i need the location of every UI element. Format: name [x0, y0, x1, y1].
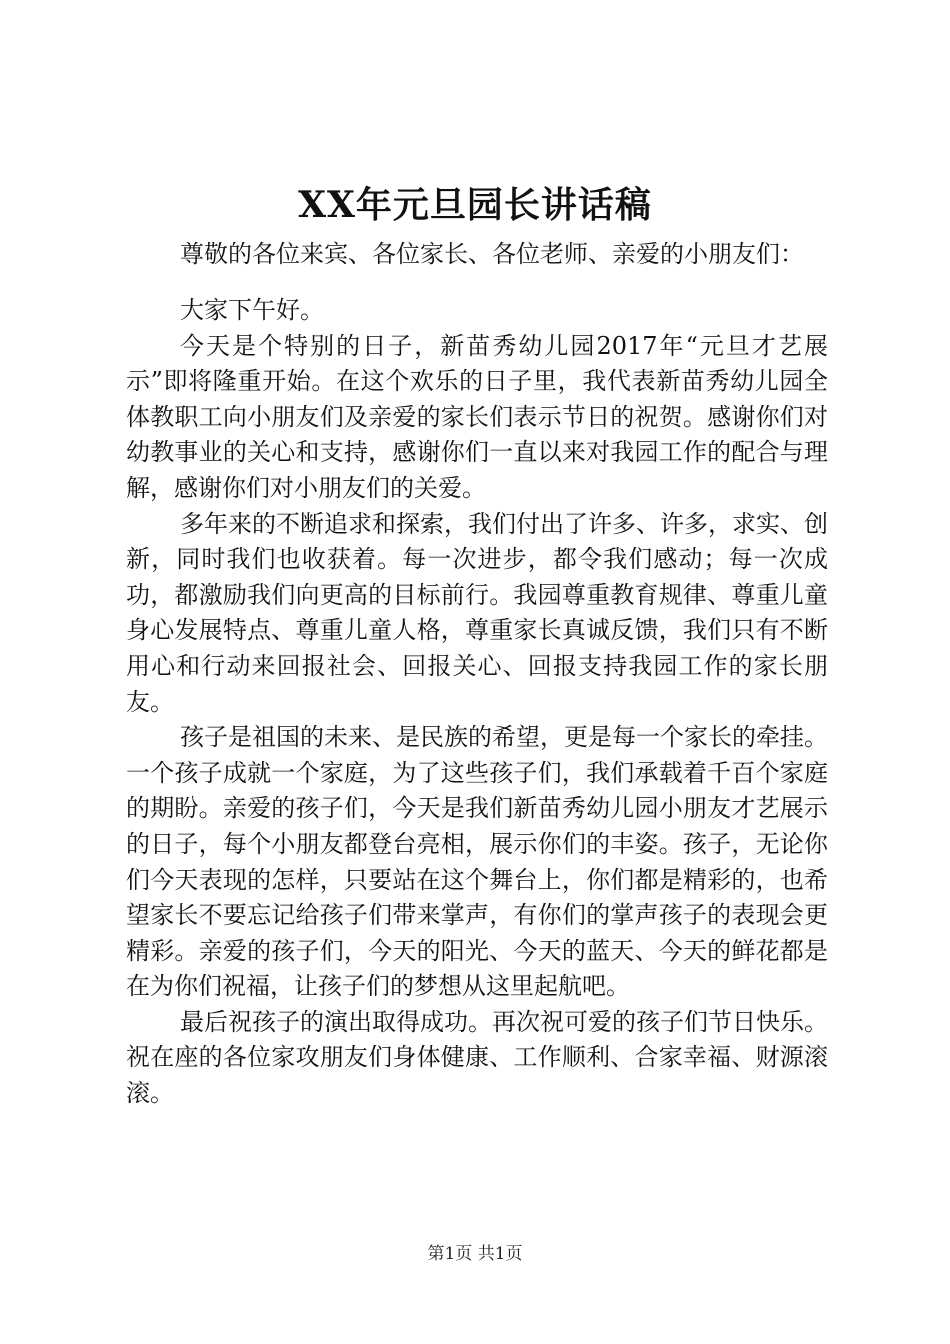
paragraph-2: 多年来的不断追求和探索，我们付出了许多、许多，求实、创新，同时我们也收获着。每一次进步，都令我们感动；每一次成功，都激励我们向更高的目标前行。我园尊重教育规律、尊重儿童身心发展特点、尊重儿童人格，尊重家长真诚反馈，我们只有不断用心和行动来回报社会、回报关心、回报支持我园工作的家长朋友。 — [126, 509, 828, 716]
salutation: 尊敬的各位来宾、各位家长、各位老师、亲爱的小朋友们： — [180, 240, 804, 268]
greeting: 大家下午好。 — [180, 296, 324, 324]
page-footer: 第1页 共1页 — [427, 1244, 523, 1264]
document-title: XX年元旦园长讲话稿 — [298, 184, 652, 226]
paragraph-3: 孩子是祖国的未来、是民族的希望，更是每一个家长的牵挂。一个孩子成就一个家庭，为了这些孩子们，我们承载着千百个家庭的期盼。亲爱的孩子们，今天是我们新苗秀幼儿园小朋友才艺展示的日子，每个小朋友都登台亮相，展示你们的丰姿。孩子，无论你们今天表现的怎样，只要站在这个舞台上，你们都是精彩的，也希望家长不要忘记给孩子们带来掌声，有你们的掌声孩子的表现会更精彩。亲爱的孩子们，今天的阳光、今天的蓝天、今天的鲜花都是在为你们祝福，让孩子们的梦想从这里起航吧。 — [126, 723, 828, 1001]
document-body — [126, 293, 828, 1112]
paragraph-4: 最后祝孩子的演出取得成功。再次祝可爱的孩子们节日快乐。祝在座的各位家攻朋友们身体健康、工作顺利、合家幸福、财源滚滚。 — [126, 1007, 828, 1108]
paragraph-1: 今天是个特别的日子，新苗秀幼儿园2017年“元旦才艺展示”即将隆重开始。在这个欢乐的日子里，我代表新苗秀幼儿园全体教职工向小朋友们及亲爱的家长们表示节日的祝贺。感谢你们对幼教事业的关心和支持，感谢你们一直以来对我园工作的配合与理解，感谢你们对小朋友们的关爱。 — [126, 331, 828, 502]
